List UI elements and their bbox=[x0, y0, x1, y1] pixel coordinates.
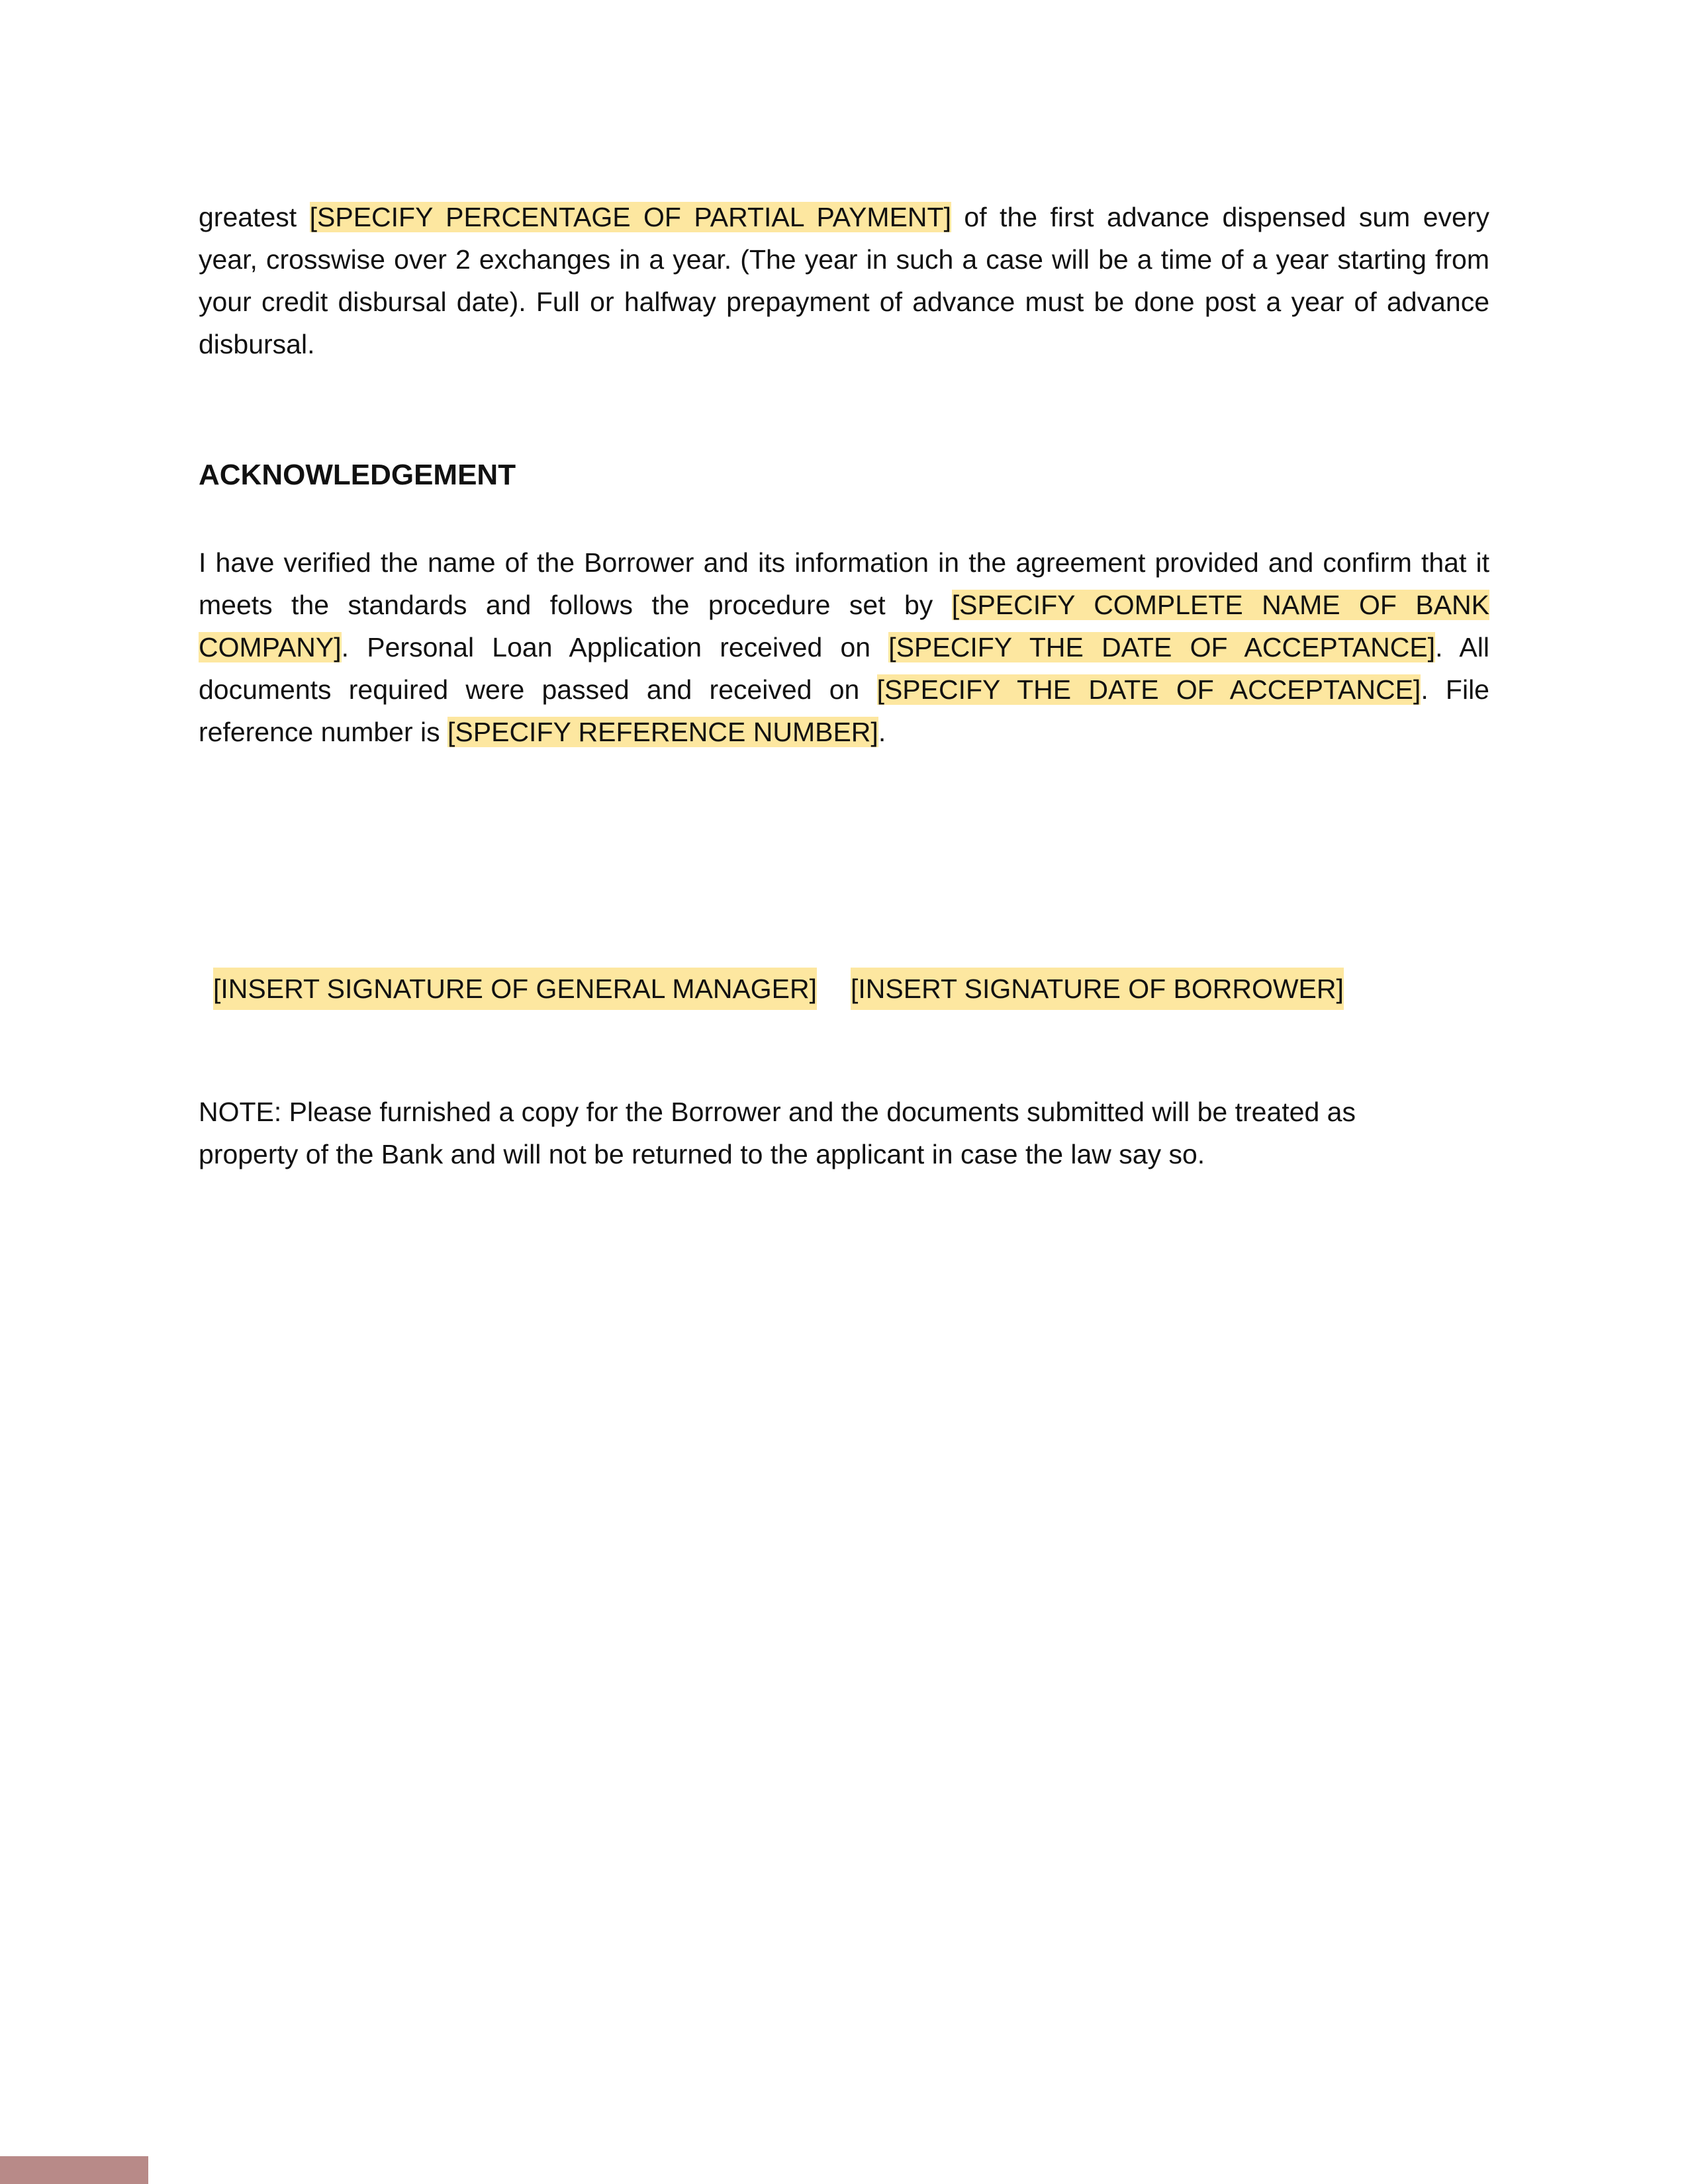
partial-payment-placeholder: [SPECIFY PERCENTAGE OF PARTIAL PAYMENT] bbox=[309, 202, 951, 232]
documents-date-placeholder: [SPECIFY THE DATE OF ACCEPTANCE] bbox=[876, 674, 1421, 705]
bank-name-placeholder: [SPECIFY COMPLETE NAME OF BANK COMPANY] bbox=[199, 590, 1489, 662]
acknowledgement-text-4: . File reference number is bbox=[199, 674, 1489, 747]
reference-number-placeholder: [SPECIFY REFERENCE NUMBER] bbox=[447, 717, 878, 747]
application-date-placeholder: [SPECIFY THE DATE OF ACCEPTANCE] bbox=[888, 632, 1436, 662]
prepayment-rest-text: of the first advance dispensed sum every year, crosswise over 2 exchanges in a year. (The year in such a case will be a time of a year starting from your credit disbursal date). Full or halfway prepayment of advance must be done post a year of advance disbursal. bbox=[199, 202, 1489, 359]
prepayment-paragraph bbox=[199, 196, 1489, 365]
prepayment-lead-text: greatest bbox=[199, 202, 310, 232]
general-manager-signature-placeholder: [INSERT SIGNATURE OF GENERAL MANAGER] bbox=[213, 968, 817, 1010]
acknowledgement-text-3: . All documents required were passed and received on bbox=[199, 632, 1489, 705]
acknowledgement-text-5: . bbox=[878, 717, 886, 747]
acknowledgement-text-2: . Personal Loan Application received on bbox=[341, 632, 889, 662]
acknowledgement-heading: ACKNOWLEDGEMENT bbox=[199, 459, 516, 491]
acknowledgement-paragraph bbox=[199, 541, 1489, 753]
acknowledgement-text-1: I have verified the name of the Borrower and its information in the agreement provided and confirm that it meets the standards and follows the procedure set by bbox=[199, 547, 1489, 620]
note-paragraph: NOTE: Please furnished a copy for the Borrower and the documents submitted will be treated as property of the Bank and will not be returned to the applicant in case the law say so. bbox=[199, 1097, 1356, 1169]
footer-accent-bar bbox=[0, 2156, 148, 2184]
borrower-signature-placeholder: [INSERT SIGNATURE OF BORROWER] bbox=[851, 968, 1344, 1010]
